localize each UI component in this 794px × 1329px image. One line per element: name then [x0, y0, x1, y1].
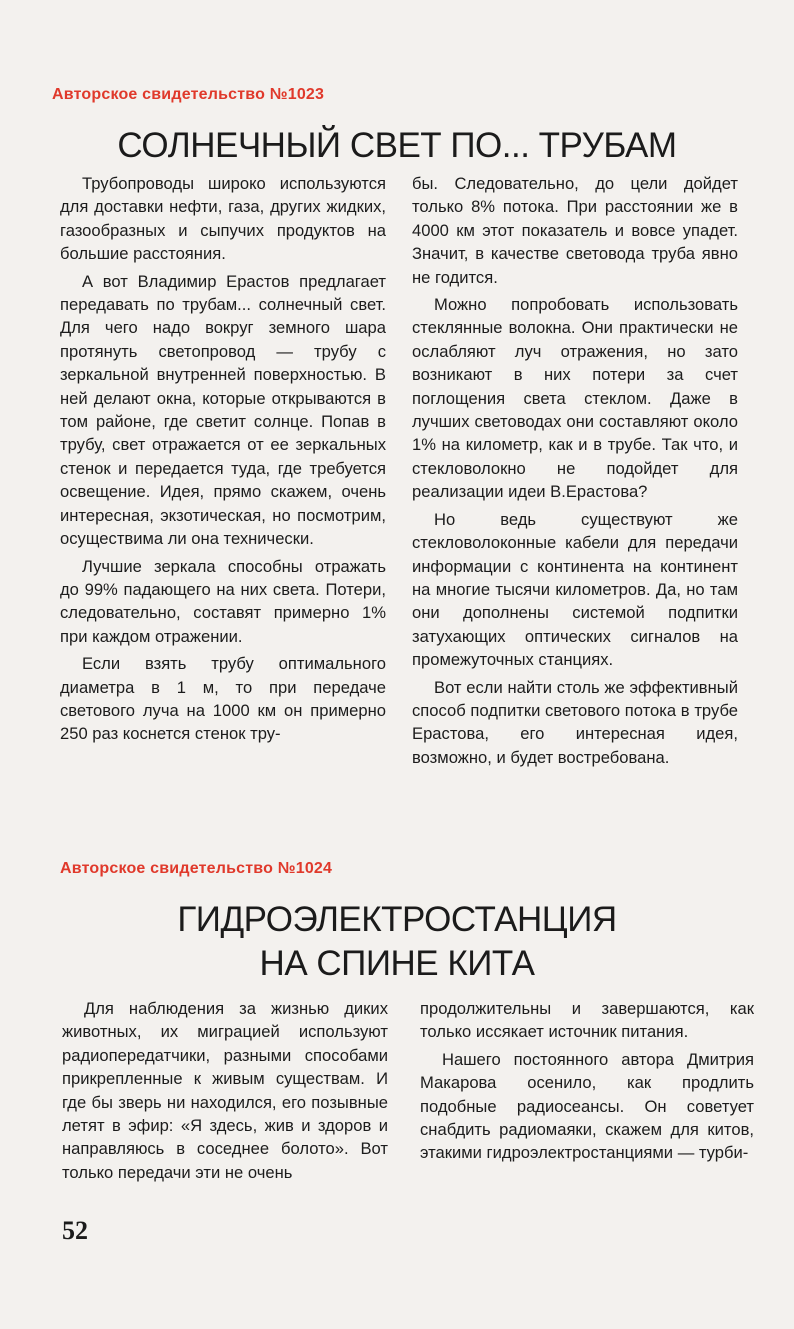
certificate-label-1024: Авторское свидетельство №1024 [60, 860, 333, 877]
paragraph: Но ведь существуют же стекловолоконные кабели для передачи информации с континента на континент на многие тысячи километров. Да, но там они дополнены системой подпитки затухающих оптических сигналов на промежуточных станциях. [412, 509, 738, 670]
paragraph: Можно попробовать использовать стеклянные волокна. Они практически не ослабляют луч отражения, но зато возникают в них потери за счет поглощения света стеклом. Даже в лучших световодах они составляют около 1% на километр, как и в трубе. Так что, и стекловолокно не подойдет для реализации идеи В.Ерастова? [412, 295, 738, 502]
certificate-label-1023: Авторское свидетельство №1023 [52, 86, 325, 103]
article2-left-column [62, 997, 388, 1188]
paragraph: бы. Следовательно, до цели дойдет только 8% потока. При расстоянии же в 4000 км этот показатель и вовсе упадет. Значит, в качестве световода труба явно не годится. [412, 174, 738, 287]
paragraph: Если взять трубу оптимального диаметра в 1 м, то при передаче светового луча на 1000 км он примерно 250 раз коснется стенок тру- [60, 654, 386, 744]
paragraph: А вот Владимир Ерастов предлагает передавать по трубам... солнечный свет. Для чего надо вокруг земного шара протянуть светопровод — трубу с зеркальной внутренней поверхностью. В ней делают окна, которые открываются в том районе, где светит солнце. Попав в трубу, свет отражается от ее зеркальных стенок и передается туда, где требуется освещение. Идея, прямо скажем, очень интересная, экзотическая, но посмотрим, осуществима ли она технически. [60, 271, 386, 549]
article2-right-column [420, 997, 754, 1169]
article1-left-column [60, 172, 386, 750]
paragraph: Трубопроводы широко используются для доставки нефти, газа, других жидких, газообразных и сыпучих продуктов на большие расстояния. [60, 174, 386, 264]
page-number: 52 [62, 1216, 88, 1245]
article-title-hydro-line2: НА СПИНЕ КИТА [259, 944, 535, 983]
article-title-sunlight: СОЛНЕЧНЫЙ СВЕТ ПО... ТРУБАМ [117, 126, 677, 165]
paragraph: Нашего постоянного автора Дмитрия Макарова осенило, как продлить подобные радиосеансы. Он советует снабдить радиомаяки, скажем для китов, этакими гидроэлектростанциями — турби- [420, 1049, 754, 1163]
paragraph: Вот если найти столь же эффективный способ подпитки светового потока в трубе Ерастова, его интересная идея, возможно, и будет востребована. [412, 677, 738, 767]
paragraph: Для наблюдения за жизнью диких животных, их миграцией используют радиопередатчики, разными способами прикрепленные к живым существам. И где бы зверь ни находился, его позывные летят в эфир: «Я здесь, жив и здоров и направляюсь в соседнее болото». Вот только передачи эти не очень [62, 999, 388, 1182]
article-title-hydro-line1: ГИДРОЭЛЕКТРОСТАНЦИЯ [177, 900, 617, 939]
paragraph: Лучшие зеркала способны отражать до 99% падающего на них света. Потери, следовательно, составят примерно 1% при каждом отражении. [60, 556, 386, 646]
paragraph: продолжительны и завершаются, как только иссякает источник питания. [420, 999, 754, 1042]
article1-right-column [412, 172, 738, 773]
